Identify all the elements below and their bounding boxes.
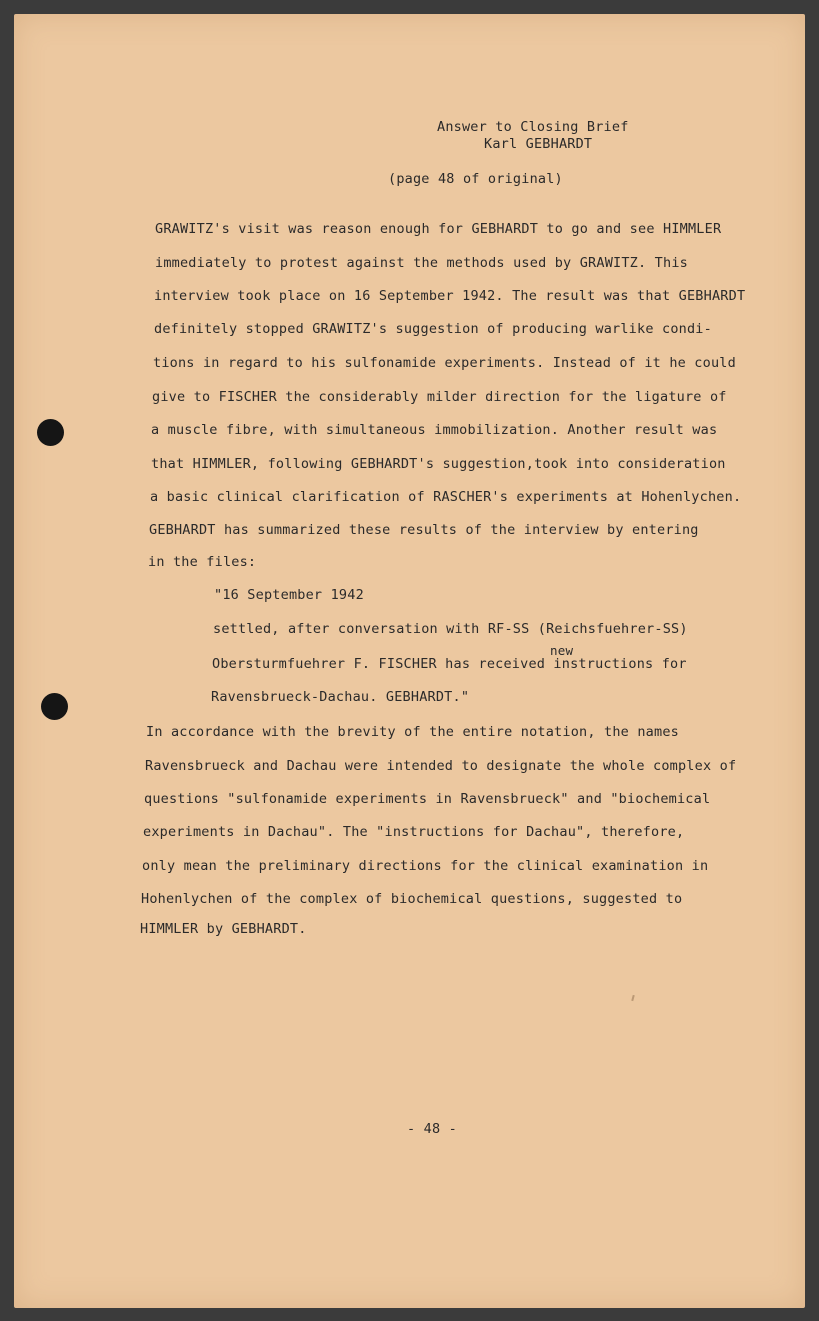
paragraph1-line: definitely stopped GRAWITZ's suggestion of producing warlike condi- <box>154 321 712 337</box>
paragraph1-line: in the files: <box>148 554 257 570</box>
paragraph2-line: HIMMLER by GEBHARDT. <box>140 921 307 937</box>
quote-line: Obersturmfuehrer F. FISCHER has received instructions for <box>212 656 687 672</box>
paragraph1-line: interview took place on 16 September 1942. The result was that GEBHARDT <box>154 288 746 304</box>
header-name: Karl GEBHARDT <box>484 136 593 152</box>
quote-date: "16 September 1942 <box>214 587 364 603</box>
page-reference: (page 48 of original) <box>388 171 563 187</box>
paragraph1-line: a basic clinical clarification of RASCHER's experiments at Hohenlychen. <box>150 489 742 505</box>
handwritten-insertion: new <box>550 643 574 658</box>
page-number: - 48 - <box>407 1121 457 1137</box>
quote-line: settled, after conversation with RF-SS (Reichsfuehrer-SS) <box>213 621 688 637</box>
paragraph1-line: GRAWITZ's visit was reason enough for GEBHARDT to go and see HIMMLER <box>155 221 722 237</box>
paragraph2-line: In accordance with the brevity of the entire notation, the names <box>146 724 679 740</box>
paragraph1-line: give to FISCHER the considerably milder direction for the ligature of <box>152 389 727 405</box>
paragraph1-line: a muscle fibre, with simultaneous immobilization. Another result was <box>151 422 718 438</box>
paragraph2-line: experiments in Dachau". The "instructions for Dachau", therefore, <box>143 824 685 840</box>
paragraph2-line: only mean the preliminary directions for the clinical examination in <box>142 858 709 874</box>
header-title: Answer to Closing Brief <box>437 119 629 135</box>
paragraph1-line: tions in regard to his sulfonamide experiments. Instead of it he could <box>153 355 736 371</box>
punch-hole-bottom <box>41 693 68 720</box>
paragraph2-line: questions "sulfonamide experiments in Ravensbrueck" and "biochemical <box>144 791 711 807</box>
quote-line: Ravensbrueck-Dachau. GEBHARDT." <box>211 689 470 705</box>
punch-hole-top <box>37 419 64 446</box>
paragraph2-line: Hohenlychen of the complex of biochemical questions, suggested to <box>141 891 683 907</box>
paragraph1-line: immediately to protest against the methods used by GRAWITZ. This <box>155 255 688 271</box>
paragraph1-line: that HIMMLER, following GEBHARDT's suggestion,took into consideration <box>151 456 726 472</box>
paragraph1-line: GEBHARDT has summarized these results of the interview by entering <box>149 522 699 538</box>
paragraph2-line: Ravensbrueck and Dachau were intended to designate the whole complex of <box>145 758 737 774</box>
